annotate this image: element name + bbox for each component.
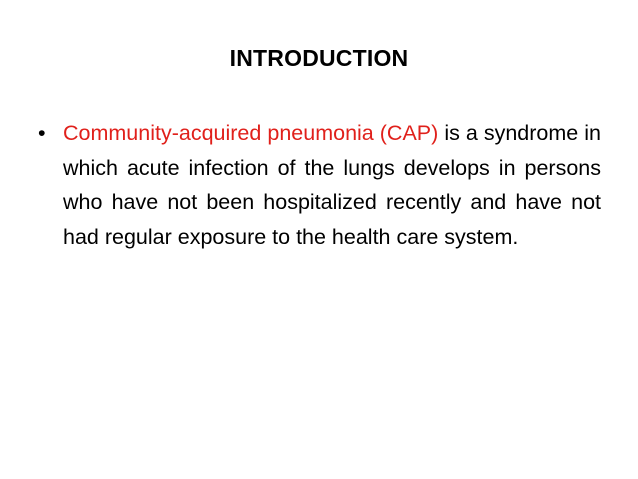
- bullet-list: [38, 116, 601, 254]
- slide-title: INTRODUCTION: [229, 45, 409, 71]
- bullet-text: is a syndrome in which acute infection of the lungs develops in persons who have not been hospitalized recently and have not had regular exposure to the health care system.: [63, 121, 601, 249]
- highlighted-term: Community-acquired pneumonia (CAP): [63, 121, 439, 145]
- bullet-marker: •: [38, 121, 46, 145]
- bullet-item: [38, 116, 601, 254]
